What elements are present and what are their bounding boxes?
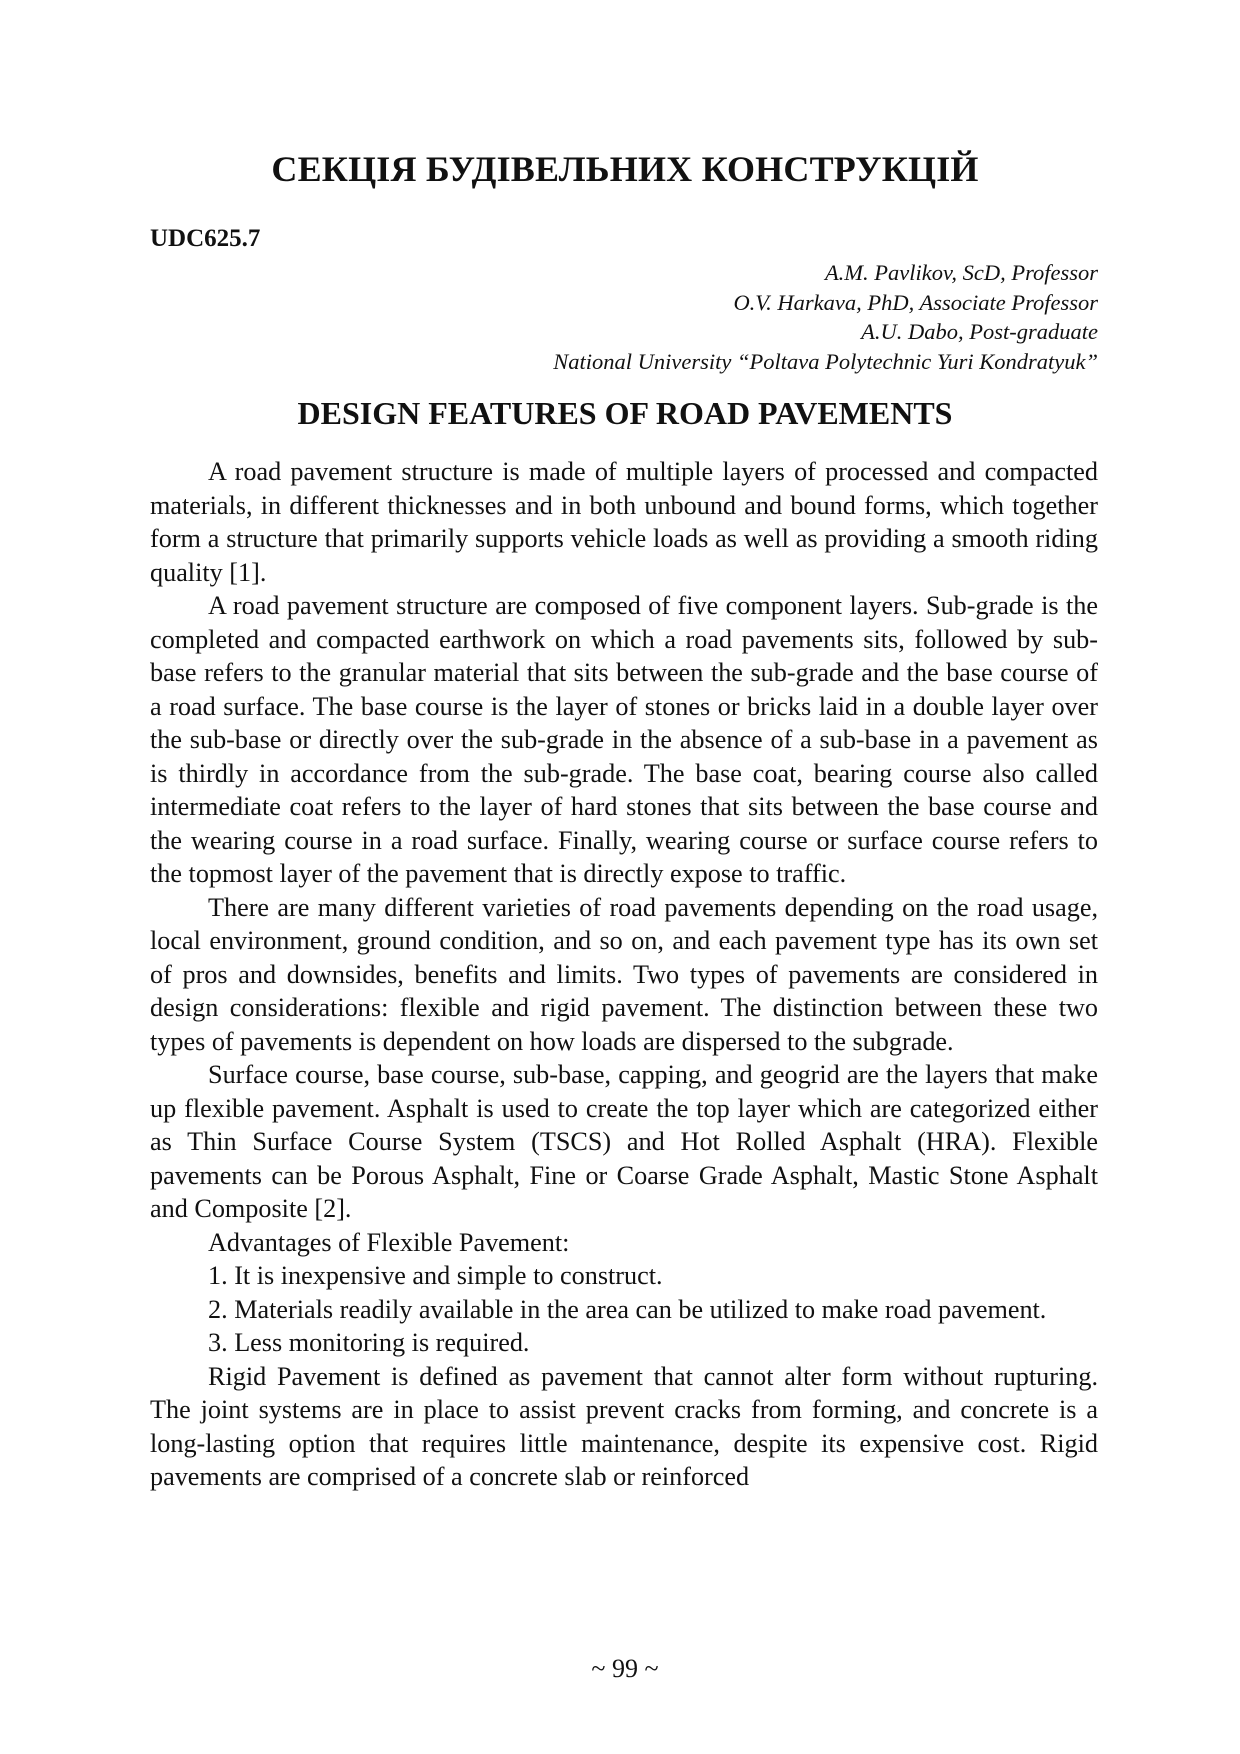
list-item: 2. Materials readily available in the area can be utilized to make road pavement. [208, 1294, 1047, 1324]
udc-code: UDC625.7 [150, 225, 261, 252]
list-item: 1. It is inexpensive and simple to construct. [208, 1261, 663, 1290]
body-paragraph: Rigid Pavement is defined as pavement that cannot alter form without rupturing. The joint systems are in place to assist prevent cracks from forming, and concrete is a long-lasting option that requires little maintenance, despite its expensive cost. Rigid pavements are comprised of a concrete slab or reinforced [150, 1361, 1098, 1491]
list-item: 3. Less monitoring is required. [208, 1328, 530, 1357]
author-block [553, 258, 1098, 376]
article-body [150, 455, 1098, 1494]
author-line: A.M. Pavlikov, ScD, Professor [824, 260, 1098, 285]
body-paragraph: Surface course, base course, sub-base, capping, and geogrid are the layers that make up flexible pavement. Asphalt is used to create the top layer which are categorized either as Thin Surface Course System (TSCS) and Hot Rolled Asphalt (HRA). Flexible pavements can be Porous Asphalt, Fine or Coarse Grade Asphalt, Mastic Stone Asphalt and Composite [2]. [150, 1060, 1098, 1223]
section-title: СЕКЦІЯ БУДІВЕЛЬНИХ КОНСТРУКЦІЙ [271, 149, 979, 189]
author-line: A.U. Dabo, Post-graduate [861, 319, 1098, 344]
body-paragraph: There are many different varieties of road pavements depending on the road usage, local environment, ground condition, and so on, and each pavement type has its own set of pros and downsides, benefits and limits. Two types of pavements are considered in design considerations: flexible and rigid pavement. The distinction between these two types of pavements is dependent on how loads are dispersed to the subgrade. [150, 892, 1098, 1056]
author-line: O.V. Harkava, PhD, Associate Professor [733, 289, 1098, 315]
page-number: ~ 99 ~ [591, 1654, 659, 1683]
body-paragraph: A road pavement structure is made of multiple layers of processed and compacted materials, in different thicknesses and in both unbound and bound forms, which together form a structure that primarily supports vehicle loads as well as providing a smooth riding quality [1]. [150, 457, 1098, 587]
list-heading: Advantages of Flexible Pavement: [208, 1227, 570, 1257]
affiliation-line: National University “Poltava Polytechnic Yuri Kondratyuk” [553, 348, 1098, 374]
body-paragraph: A road pavement structure are composed of five component layers. Sub-grade is the completed and compacted earthwork on which a road pavements sits, followed by sub-base refers to the granular material that sits between the sub-grade and the base course of a road surface. The base course is the layer of stones or bricks laid in a double layer over the sub-base or directly over the sub-grade in the absence of a sub-base in a pavement as is thirdly in accordance from the sub-grade. The base coat, bearing course also called intermediate coat refers to the layer of hard stones that sits between the base course and the wearing course in a road surface. Finally, wearing course or surface course refers to the topmost layer of the pavement that is directly expose to traffic. [150, 591, 1098, 888]
article-title: DESIGN FEATURES OF ROAD PAVEMENTS [297, 395, 953, 431]
